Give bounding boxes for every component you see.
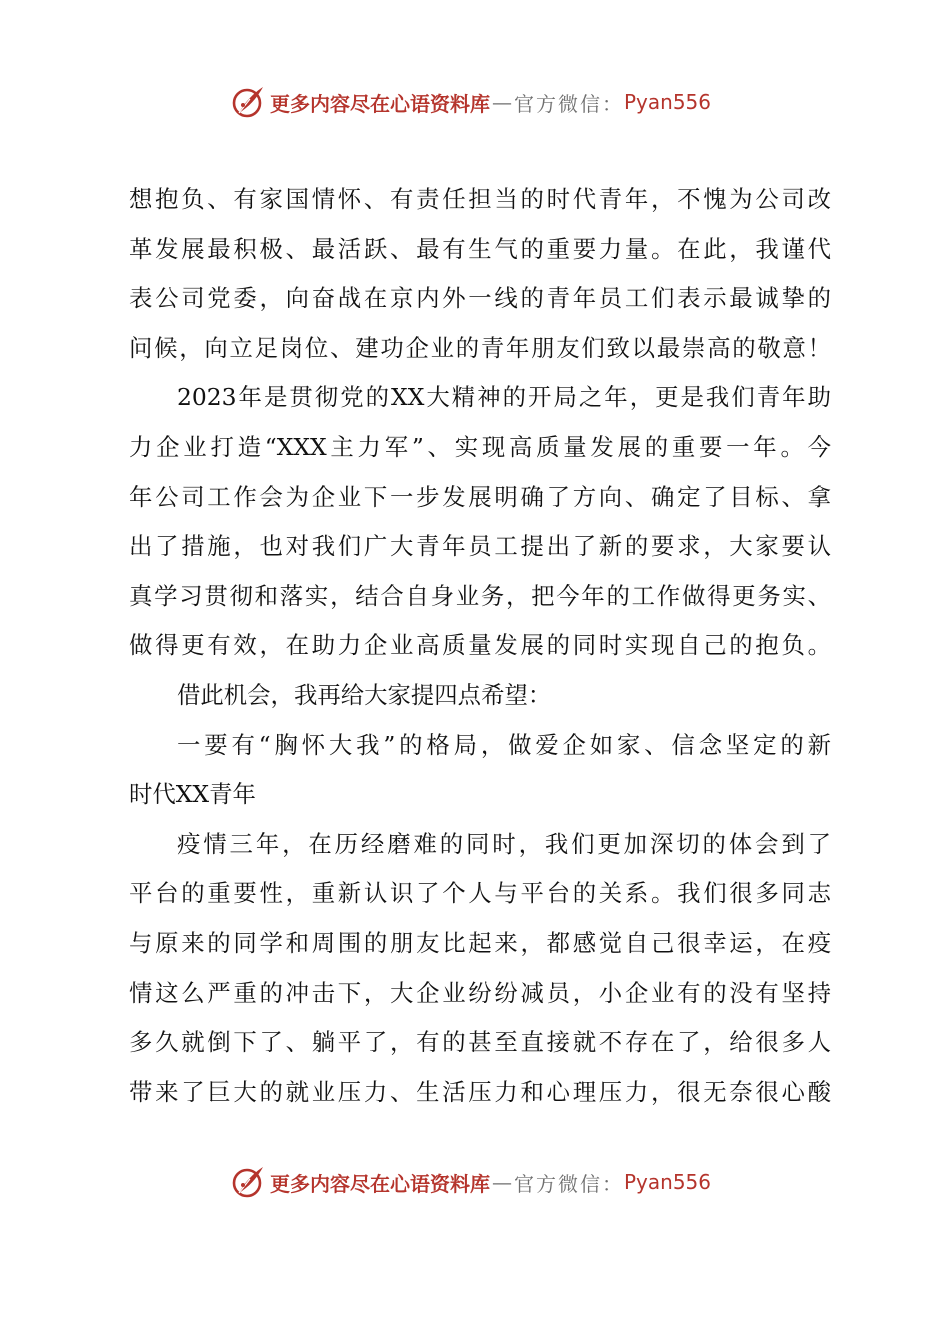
banner-wechat-label: 官方微信： [514, 1171, 624, 1196]
footer-banner [230, 1162, 711, 1202]
quill-pen-logo-icon [230, 1164, 266, 1200]
paragraph-5 [129, 820, 831, 1118]
text-line: 一要有“胸怀大我”的格局，做爱企如家、信念坚定的新 [177, 730, 831, 759]
text-line: 做得更有效，在助力企业高质量发展的同时实现自己的抱负。 [129, 631, 831, 660]
header-banner [230, 82, 711, 122]
text-line: 多久就倒下了、躺平了，有的甚至直接就不存在了，给很多人 [129, 1028, 831, 1057]
text-line: 想抱负、有家国情怀、有责任担当的时代青年，不愧为公司改 [129, 185, 831, 213]
text-line: 问候，向立足岗位、建功企业的青年朋友们致以最崇高的敬意！ [129, 333, 831, 362]
text-line: 力企业打造“XXX主力军”、实现高质量发展的重要一年。今 [129, 432, 831, 461]
banner-wechat-account: Pyan556 [624, 90, 712, 114]
text-line: 出了措施，也对我们广大青年员工提出了新的要求，大家要认 [129, 532, 831, 561]
banner-dash: — [492, 90, 512, 114]
banner-main-text: 更多内容尽在心语资料库 [270, 91, 490, 116]
text-line: 2023年是贯彻党的XX大精神的开局之年，更是我们青年助 [177, 383, 831, 412]
text-line: 年公司工作会为企业下一步发展明确了方向、确定了目标、拿 [129, 482, 831, 511]
text-line: 与原来的同学和周围的朋友比起来，都感觉自己很幸运，在疫 [129, 928, 831, 957]
text-line: 时代XX青年 [129, 780, 256, 809]
text-line: 借此机会，我再给大家提四点希望： [177, 680, 552, 709]
text-line: 革发展最积极、最活跃、最有生气的重要力量。在此，我谨代 [129, 234, 831, 263]
paragraph-4-heading [129, 721, 831, 820]
banner-wechat-account: Pyan556 [624, 1170, 712, 1194]
paragraph-3 [129, 671, 831, 721]
quill-pen-logo-icon [230, 84, 266, 120]
paragraph-2 [129, 373, 831, 671]
text-line: 情这么严重的冲击下，大企业纷纷减员，小企业有的没有坚持 [129, 978, 831, 1007]
text-line: 平台的重要性，重新认识了个人与平台的关系。我们很多同志 [129, 879, 831, 908]
banner-wechat-label: 官方微信： [514, 91, 624, 116]
banner-main-text: 更多内容尽在心语资料库 [270, 1171, 490, 1196]
text-line: 表公司党委，向奋战在京内外一线的青年员工们表示最诚挚的 [129, 284, 831, 313]
paragraph-1 [129, 175, 831, 373]
text-line: 带来了巨大的就业压力、生活压力和心理压力，很无奈很心酸 [129, 1077, 831, 1106]
document-body [129, 175, 831, 1117]
banner-dash: — [492, 1170, 512, 1194]
text-line: 真学习贯彻和落实，结合自身业务，把今年的工作做得更务实、 [129, 581, 831, 610]
text-line: 疫情三年，在历经磨难的同时，我们更加深切的体会到了 [177, 829, 831, 858]
